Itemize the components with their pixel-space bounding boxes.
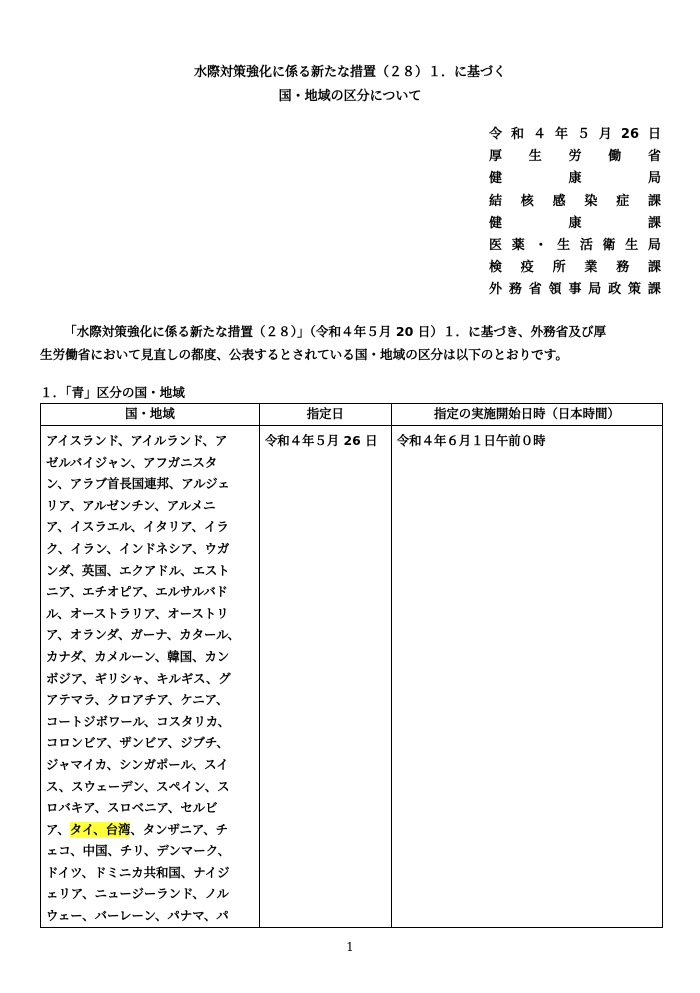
region-line: カナダ、カメルーン、韓国、カン [46,648,230,664]
blue-category-table [40,403,663,928]
intro-paragraph [40,320,662,366]
region-line: ェコ、中国、チリ、デンマーク、 [46,843,230,859]
intro-line-2: 生労働省において見直しの都度、公表するとされている国・地域の区分は以下のとおりです。 [40,347,568,362]
region-list [41,426,259,927]
document-title-line-2: 国・地域の区分について [278,89,422,104]
issuer-mofa-policy-division: 外 務 省 領 事 局 政 策 課 [489,282,661,298]
region-line: ウェー、バーレーン、パナマ、パ [46,908,229,924]
header-start-datetime: 指定の実施開始日時（日本時間） [391,404,662,426]
region-line: ドイツ、ドミニカ共和国、ナイジ [46,864,230,880]
region-line: ボジア、ギリシャ、キルギス、グ [46,670,231,686]
region-line: ロバキア、スロベニア、セルビ [46,800,218,816]
region-line: ア、イスラエル、イタリア、イラ [46,519,229,535]
table-row [41,426,663,928]
region-line: コートジボワール、コスタリカ、 [46,713,230,729]
intro-line-1: 「水際対策強化に係る新たな措置（２８）」（令和４年５月 20 日）１．に基づき、外務省及び厚 [64,324,607,339]
start-datetime: 令和４年６月１日午前０時 [396,433,546,448]
region-line: ン、アラブ首長国連邦、アルジェ [46,476,230,492]
designation-date-cell [259,426,391,928]
region-line: ク、イラン、インドネシア、ウガ [46,540,230,556]
issuer-tb-infection-division: 結 核 感 染 症 課 [489,193,661,209]
document-title-line-1: 水際対策強化に係る新たな措置（２８）１．に基づく [193,65,506,80]
header-designation-date: 指定日 [259,404,391,426]
issuer-block [489,124,661,302]
region-text: 、タンザニア、チ [130,821,229,837]
region-line: ニア、エチオピア、エルサルバド [46,584,228,600]
region-line: ゼルバイジャン、アフガニスタ [46,454,218,470]
page-number: 1 [346,940,354,954]
region-line: コロンビア、ザンビア、ジブチ、 [46,735,229,751]
issuer-date: 令 和 ４ 年 ５ 月 26 日 [489,127,661,142]
region-line: ア、オランダ、ガーナ、カタール、 [46,627,240,643]
region-text: ア、 [46,821,70,837]
region-list-cell [41,426,260,928]
region-line: ェリア、ニュージーランド、ノル [46,886,230,902]
header-region: 国・地域 [41,404,260,426]
highlighted-regions: タイ、台湾 [69,821,131,837]
region-line: ス、スウェーデン、スペイン、ス [46,778,230,794]
issuer-health-bureau: 健 康 局 [489,171,661,187]
issuer-health-division: 健 康 課 [489,215,661,231]
start-datetime-cell [391,426,662,928]
region-line: ジャマイカ、シンガポール、スイ [46,756,229,772]
region-line: ンダ、英国、エクアドル、エスト [46,562,230,578]
issuer-ministry-health: 厚 生 労 働 省 [489,149,661,165]
section-heading: １．「青」区分の国・地域 [40,385,185,400]
region-line: アイスランド、アイルランド、ア [46,433,228,448]
table-header-row [41,404,663,426]
region-line: アテマラ、クロアチア、ケニア、 [46,692,229,708]
designation-date: 令和４年５月 26 日 [264,433,378,448]
region-line: ル、オーストラリア、オーストリ [46,605,229,621]
issuer-pharma-bureau: 医 薬 ・ 生 活 衛 生 局 [489,237,661,253]
region-line: リア、アルゼンチン、アルメニ [46,497,216,513]
region-line-highlighted [46,819,255,841]
issuer-quarantine-division: 検 疫 所 業 務 課 [489,260,661,276]
